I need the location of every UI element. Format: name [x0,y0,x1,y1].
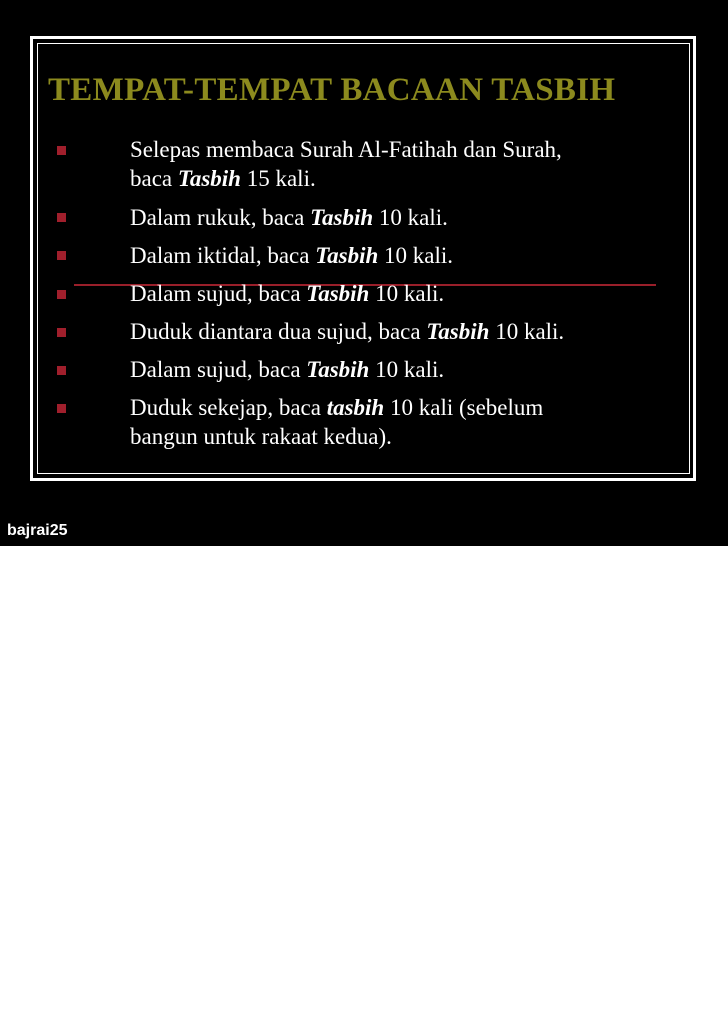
list-item-text-post: 10 kali. [369,357,445,382]
square-bullet-icon [57,290,66,299]
list-item-text-pre: baca [130,166,178,191]
list-item-emphasis: Tasbih [426,319,490,344]
square-bullet-icon [57,146,66,155]
square-bullet-icon [57,366,66,375]
list-item-emphasis: Tasbih [306,357,370,382]
list-item-text [130,317,650,346]
square-bullet-icon [57,251,66,260]
list-item-text-pre: Duduk sekejap, baca [130,395,327,420]
list-item-emphasis: Tasbih [177,166,241,191]
list-item-text-post: 10 kali (sebelum [384,395,544,420]
list-item-text-post: 10 kali. [489,319,565,344]
list-item-emphasis: Tasbih [306,281,370,306]
list-item-text-pre: Dalam iktidal, baca [130,243,316,268]
slide-title: TEMPAT-TEMPAT BACAAN TASBIH [48,72,616,108]
list-item-emphasis: Tasbih [315,243,379,268]
list-item-text [130,203,650,232]
list-item-emphasis: tasbih [326,395,385,420]
list-item-text [130,279,650,308]
list-item-text-post: 10 kali. [369,281,445,306]
list-item-text [130,393,650,451]
list-item-text-post: 10 kali. [378,243,454,268]
list-item-text-line1: Selepas membaca Surah Al-Fatihah dan Surah, [130,137,562,162]
list-item-text [130,241,650,270]
list-item-text [130,135,650,193]
list-item-text-pre: Dalam sujud, baca [130,357,307,382]
square-bullet-icon [57,213,66,222]
list-item-text-post: 10 kali. [373,205,448,230]
list-item-emphasis: Tasbih [310,205,374,230]
list-item-text-pre: Dalam rukuk, baca [130,205,311,230]
list-item-text-pre: Duduk diantara dua sujud, baca [130,319,427,344]
list-item-text-line2: bangun untuk rakaat kedua). [130,424,392,449]
list-item-text-post: 15 kali. [240,166,316,191]
list-item-text-pre: Dalam sujud, baca [130,281,307,306]
square-bullet-icon [57,404,66,413]
watermark: bajrai25 [7,522,68,539]
square-bullet-icon [57,328,66,337]
list-item-text [130,355,650,384]
